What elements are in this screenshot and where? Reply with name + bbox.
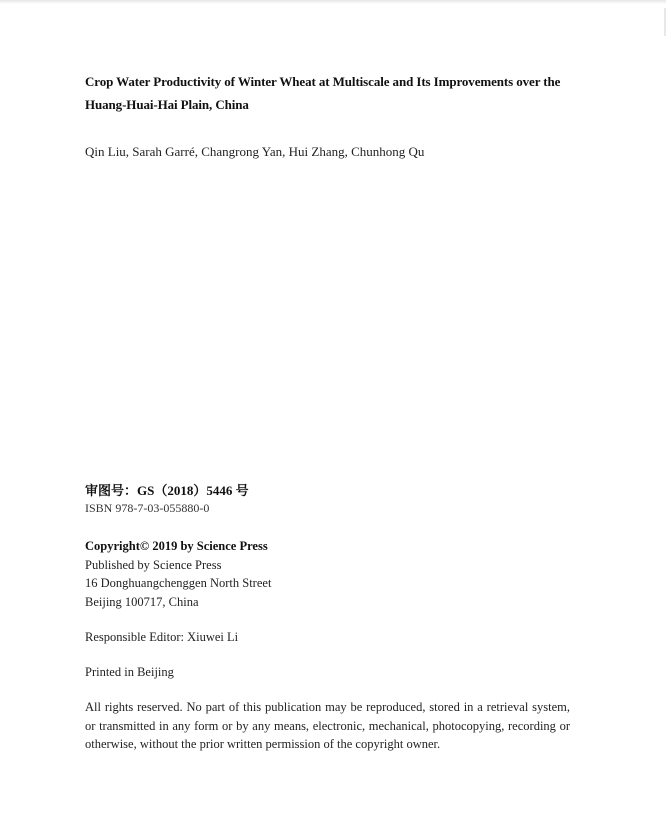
- book-title-line-1: Crop Water Productivity of Winter Wheat at Multiscale and Its Improvements over the: [85, 74, 561, 89]
- book-title-line-2: Huang-Huai-Hai Plain, China: [85, 97, 249, 112]
- publisher-name: Published by Science Press: [85, 557, 222, 572]
- printed-location: Printed in Beijing: [85, 665, 174, 679]
- page-top-edge: [0, 0, 666, 4]
- book-authors: Qin Liu, Sarah Garré, Changrong Yan, Hui Zhang, Chunhong Qu: [85, 144, 425, 159]
- publisher-block: [85, 537, 271, 611]
- copyright-notice: Copyright© 2019 by Science Press: [85, 539, 268, 553]
- publisher-address-line-2: Beijing 100717, China: [85, 594, 199, 609]
- responsible-editor: Responsible Editor: Xiuwei Li: [85, 630, 239, 644]
- book-title: [85, 70, 575, 116]
- rights-statement: All rights reserved. No part of this publication may be reproduced, stored in a retrieval system, or transmitted in any form or by any means, electronic, mechanical, photocopying, recording or otherwise, without the prior written permission of the copyright owner.: [85, 700, 570, 751]
- map-review-number: 审图号：GS（2018）5446 号: [85, 483, 249, 498]
- publisher-address-line-1: 16 Donghuangchenggen North Street: [85, 576, 272, 590]
- isbn: ISBN 978-7-03-055880-0: [85, 501, 210, 515]
